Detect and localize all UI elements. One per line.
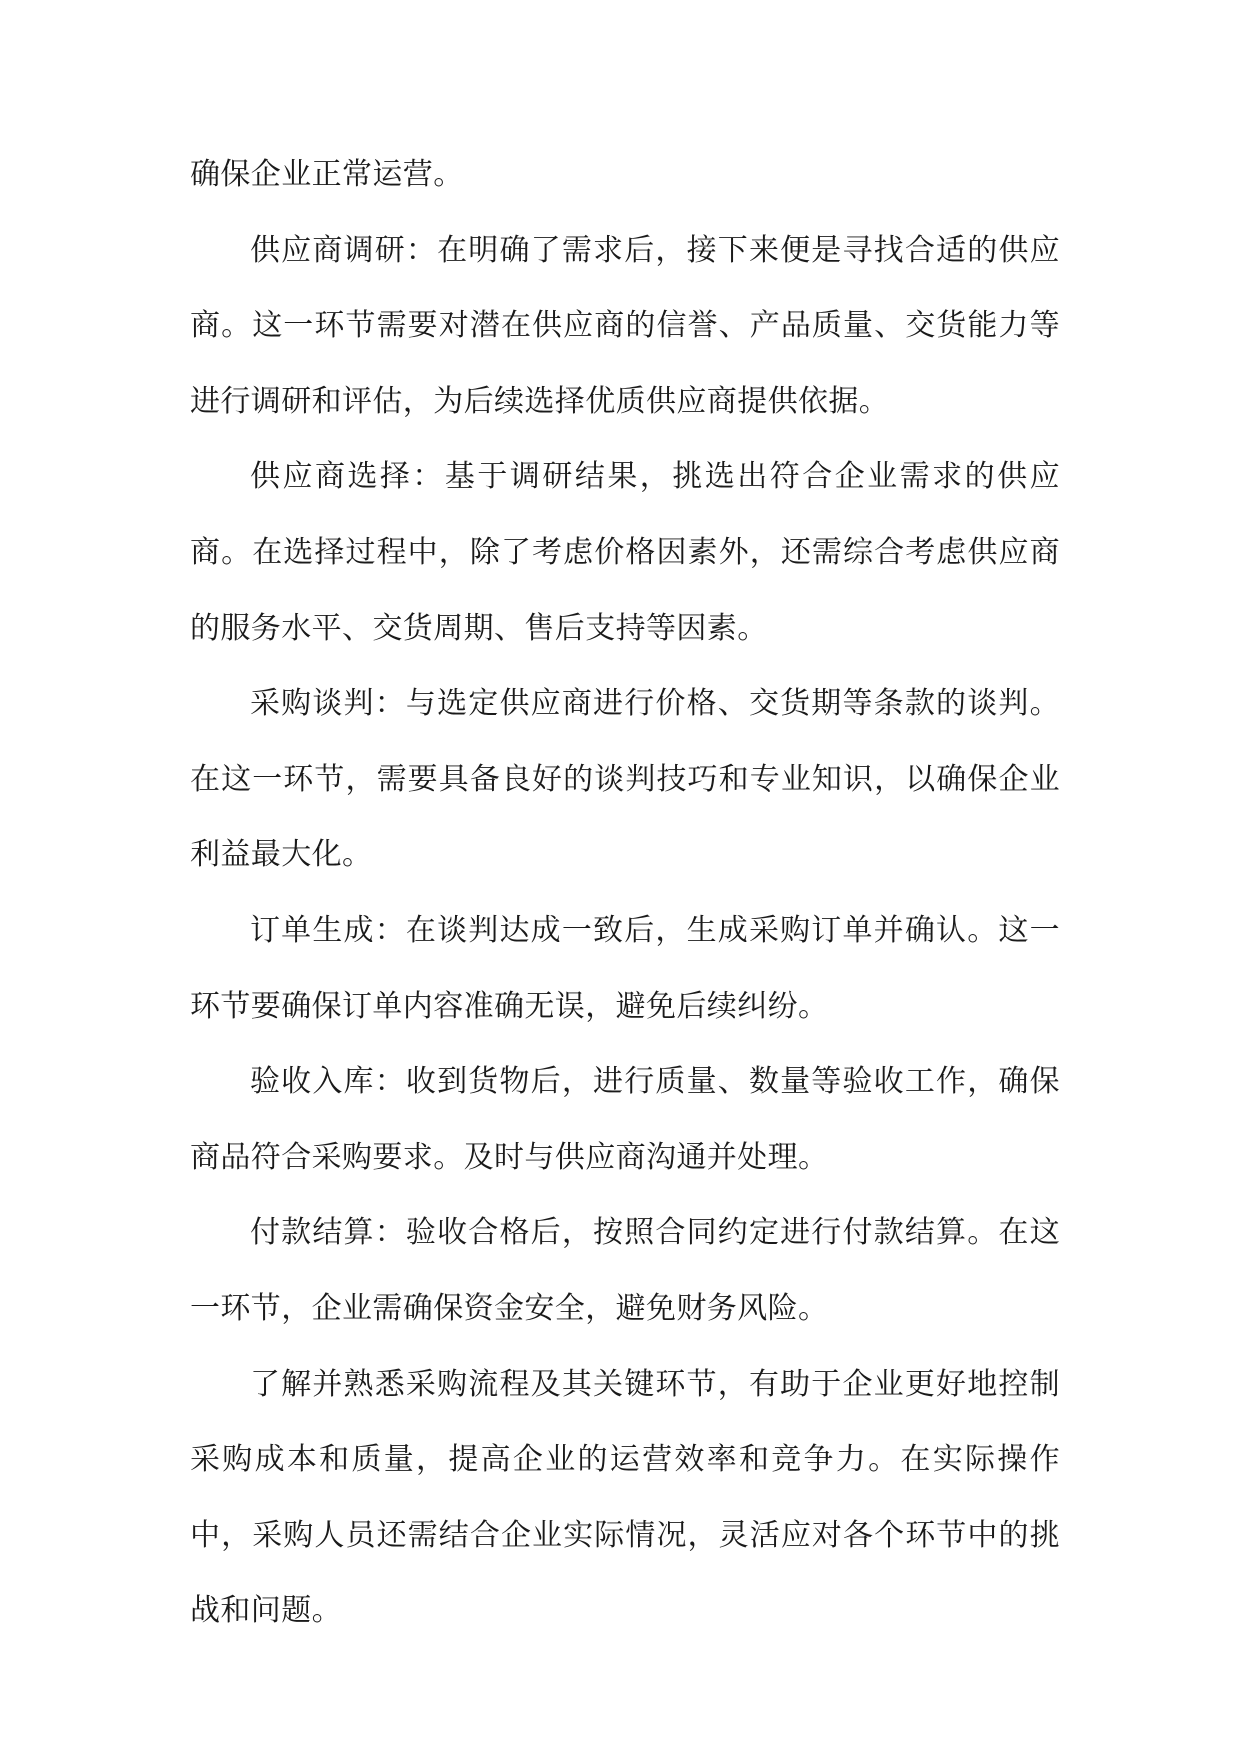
paragraph-order-generation: 订单生成：在谈判达成一致后，生成采购订单并确认。这一环节要确保订单内容准确无误，避免后续纠纷。 — [190, 912, 1060, 1024]
document-body — [190, 137, 1060, 1649]
paragraph-conclusion: 了解并熟悉采购流程及其关键环节，有助于企业更好地控制采购成本和质量，提高企业的运营效率和竞争力。在实际操作中，采购人员还需结合企业实际情况，灵活应对各个环节中的挑战和问题。 — [190, 1366, 1060, 1629]
paragraph-supplier-selection: 供应商选择：基于调研结果，挑选出符合企业需求的供应商。在选择过程中，除了考虑价格因素外，还需综合考虑供应商的服务水平、交货周期、售后支持等因素。 — [190, 459, 1060, 646]
paragraph-supplier-research: 供应商调研：在明确了需求后，接下来便是寻找合适的供应商。这一环节需要对潜在供应商的信誉、产品质量、交货能力等进行调研和评估，为后续选择优质供应商提供依据。 — [190, 232, 1060, 419]
paragraph-inspection-storage: 验收入库：收到货物后，进行质量、数量等验收工作，确保商品符合采购要求。及时与供应商沟通并处理。 — [190, 1064, 1060, 1175]
paragraph-continuation: 确保企业正常运营。 — [190, 157, 464, 192]
paragraph-payment-settlement: 付款结算：验收合格后，按照合同约定进行付款结算。在这一环节，企业需确保资金安全，避免财务风险。 — [190, 1215, 1060, 1326]
paragraph-purchase-negotiation: 采购谈判：与选定供应商进行价格、交货期等条款的谈判。在这一环节，需要具备良好的谈判技巧和专业知识，以确保企业利益最大化。 — [190, 686, 1060, 873]
